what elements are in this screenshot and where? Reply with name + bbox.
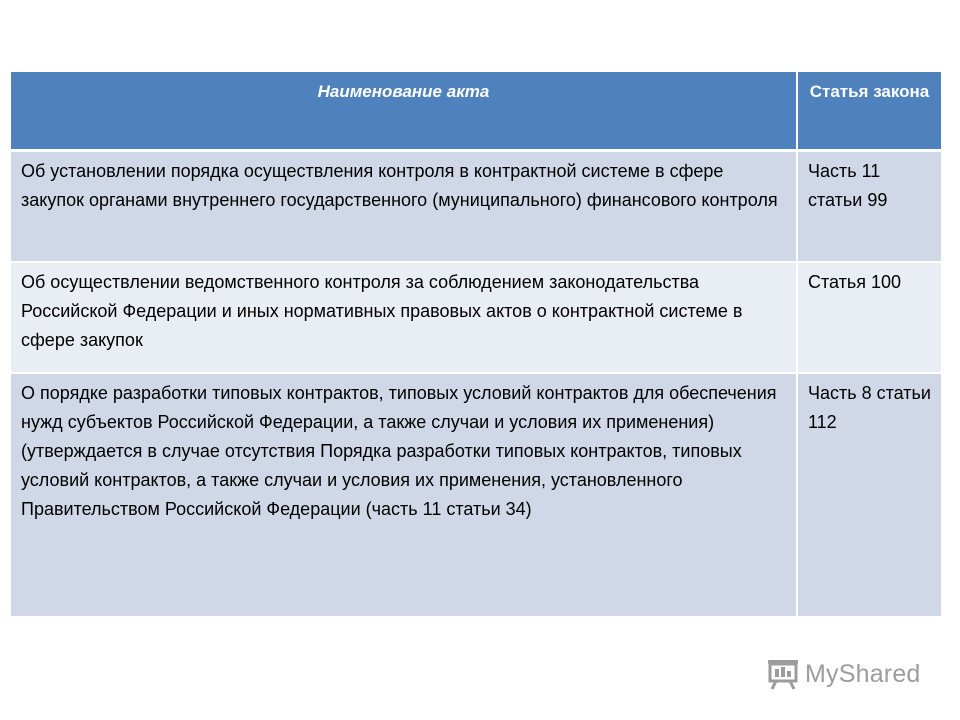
act-name-cell: Об осуществлении ведомственного контроля за соблюдением законодательства Российской Федерации и иных нормативных правовых актов о контрактной системе в сфере закупок <box>11 262 797 373</box>
table-row <box>11 262 941 373</box>
table-row <box>11 151 941 263</box>
header-law-article-label: Статья закона <box>809 82 930 101</box>
header-act-name <box>11 72 797 151</box>
law-article-cell: Статья 100 <box>797 262 941 373</box>
law-article-cell: Часть 8 статьи 112 <box>797 373 941 617</box>
act-name-cell: О порядке разработки типовых контрактов, типовых условий контрактов для обеспечения нужд субъектов Российской Федерации, а также случаи и условия их применения) (утверждается в случае отсутствия Порядка разработки типовых контрактов, типовых условий контрактов, а также случаи и условия их применения, установленного Правительством Российской Федерации (часть 11 статьи 34) <box>11 373 797 617</box>
acts-table <box>11 72 941 618</box>
law-article-cell: Часть 11 статьи 99 <box>797 151 941 263</box>
table-header-row <box>11 72 941 151</box>
header-act-name-label: Наименование акта <box>317 82 490 101</box>
watermark-text: MyShared <box>805 659 921 688</box>
presentation-board-icon <box>766 657 800 691</box>
header-law-article <box>797 72 941 151</box>
act-name-cell: Об установлении порядка осуществления контроля в контрактной системе в сфере закупок органами внутреннего государственного (муниципального) финансового контроля <box>11 151 797 263</box>
table-row <box>11 373 941 617</box>
myshared-watermark <box>766 656 921 692</box>
